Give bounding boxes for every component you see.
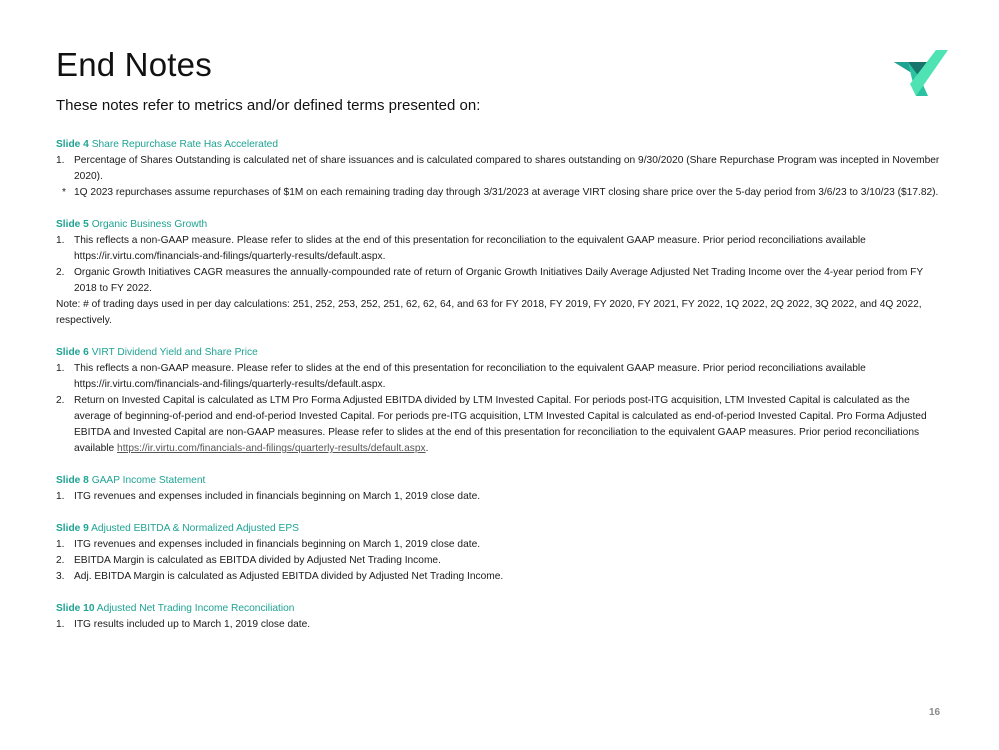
section-heading (56, 521, 946, 537)
list-item (56, 537, 946, 553)
list-item (56, 265, 946, 297)
list-item (56, 489, 946, 505)
list-text: ITG results included up to March 1, 2019 close date. (74, 619, 311, 630)
list-text: This reflects a non-GAAP measure. Please refer to slides at the end of this presentation for reconciliation to the equivalent GAAP measure. Prior period reconciliations available https://ir.virtu.com/financials-and-filings/quarterly-results/default.aspx. (74, 235, 866, 262)
list-item (56, 393, 946, 457)
section-heading (56, 137, 946, 153)
list-marker: 3. (56, 571, 65, 582)
list-item (56, 569, 946, 585)
page-subtitle: These notes refer to metrics and/or defined terms presented on: (56, 97, 481, 114)
slide-title: Share Repurchase Rate Has Accelerated (91, 139, 278, 150)
list-marker: 1. (56, 235, 65, 246)
list-marker: 2. (56, 555, 65, 566)
slide-number: Slide 9 (56, 523, 89, 534)
slide-title: Organic Business Growth (91, 219, 208, 230)
list-marker: 2. (56, 395, 65, 406)
list-marker: 1. (56, 155, 65, 166)
slide-number: Slide 10 (56, 603, 95, 614)
slide-number: Slide 6 (56, 347, 89, 358)
list-item (56, 361, 946, 393)
list-text: EBITDA Margin is calculated as EBITDA divided by Adjusted Net Trading Income. (74, 555, 441, 566)
list-marker: 1. (56, 491, 65, 502)
slide-title: Adjusted EBITDA & Normalized Adjusted EPS (91, 523, 299, 534)
list-text: Organic Growth Initiatives CAGR measures the annually-compounded rate of return of Organic Growth Initiatives Daily Average Adjusted Net Trading Income over the 4-year period from FY 2018 to FY 2022. (74, 267, 923, 294)
list-item (56, 617, 946, 633)
list-text: Percentage of Shares Outstanding is calculated net of share issuances and is calculated compared to shares outstanding on 9/30/2020 (Share Repurchase Program was incepted in November 2020). (74, 155, 940, 182)
list-item (56, 153, 946, 185)
page-title: End Notes (56, 46, 212, 83)
list-marker: * (62, 187, 66, 198)
section-slide-6 (56, 345, 946, 457)
end-notes-content (56, 137, 946, 649)
list-marker: 1. (56, 539, 65, 550)
section-slide-9 (56, 521, 946, 585)
list-text: ITG revenues and expenses included in financials beginning on March 1, 2019 close date. (74, 539, 481, 550)
section-slide-5 (56, 217, 946, 329)
section-heading (56, 345, 946, 361)
list-text-end: . (425, 443, 429, 454)
list-item (56, 185, 946, 201)
section-heading (56, 473, 946, 489)
slide-number: Slide 5 (56, 219, 89, 230)
list-marker: 1. (56, 619, 65, 630)
page-number: 16 (929, 707, 941, 718)
list-text: Adj. EBITDA Margin is calculated as Adjusted EBITDA divided by Adjusted Net Trading Income. (74, 571, 504, 582)
list-text: 1Q 2023 repurchases assume repurchases of $1M on each remaining trading day through 3/31/2023 at average VIRT closing share price over the 5-day period from 3/6/23 to 3/10/23 ($17.82). (74, 187, 939, 198)
virtu-logo-icon (892, 48, 950, 100)
section-heading (56, 601, 946, 617)
list-marker: 2. (56, 267, 65, 278)
section-heading (56, 217, 946, 233)
slide-title: VIRT Dividend Yield and Share Price (91, 347, 258, 358)
slide-title: Adjusted Net Trading Income Reconciliation (96, 603, 295, 614)
list-text: ITG revenues and expenses included in financials beginning on March 1, 2019 close date. (74, 491, 481, 502)
list-text (74, 393, 946, 457)
list-marker: 1. (56, 363, 65, 374)
section-slide-10 (56, 601, 946, 633)
trading-days-note: Note: # of trading days used in per day calculations: 251, 252, 253, 252, 251, 62, 62, 64, and 63 for FY 2018, FY 2019, FY 2020, FY 2021, FY 2022, 1Q 2022, 2Q 2022, 3Q 2022, and 4Q 2022, respectively. (56, 299, 922, 326)
list-item (56, 553, 946, 569)
list-text: This reflects a non-GAAP measure. Please refer to slides at the end of this presentation for reconciliation to the equivalent GAAP measure. Prior period reconciliations available https://ir.virtu.com/financials-and-filings/quarterly-results/default.aspx. (74, 363, 866, 390)
slide-title: GAAP Income Statement (91, 475, 206, 486)
section-slide-8 (56, 473, 946, 505)
slide-number: Slide 8 (56, 475, 89, 486)
slide-number: Slide 4 (56, 139, 89, 150)
quarterly-results-link[interactable]: https://ir.virtu.com/financials-and-filings/quarterly-results/default.aspx (117, 443, 426, 454)
section-slide-4 (56, 137, 946, 201)
list-text-body: Return on Invested Capital is calculated as LTM Pro Forma Adjusted EBITDA divided by LTM Invested Capital. For periods post-ITG acquisition, LTM Invested Capital is calculated as the average of beginning-of-period and end-of-period Invested Capital. For periods pre-ITG acquisition, LTM Invested Capital is calculated as end-of-period Invested Capital. Pro Forma Adjusted EBITDA and Invested Capital are non-GAAP measures. Please refer to slides at the end of this presentation for reconciliation to the equivalent GAAP measures. Prior period reconciliations available (74, 395, 927, 454)
list-item (56, 233, 946, 265)
